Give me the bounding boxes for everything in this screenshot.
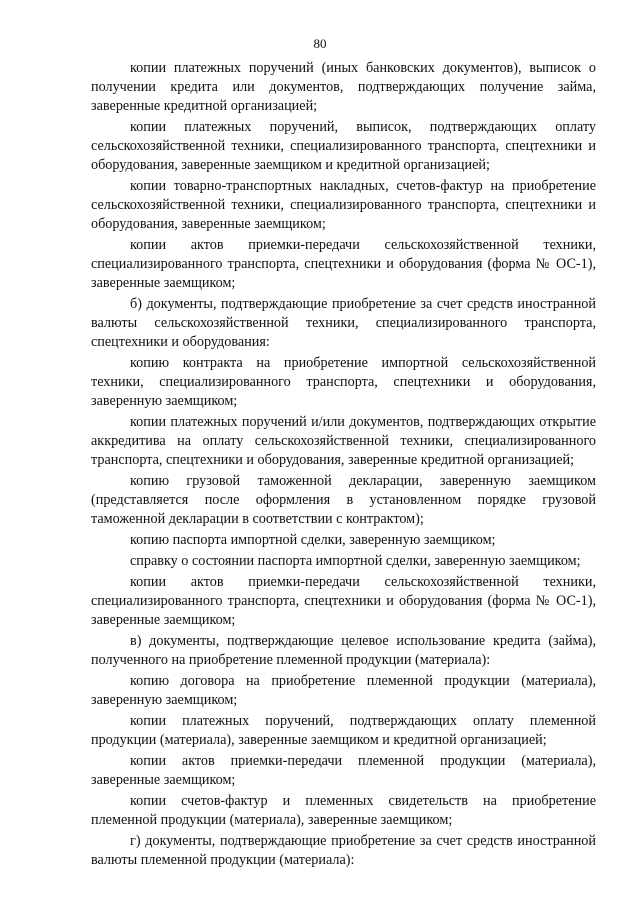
- paragraph: копии платежных поручений, подтверждающих оплату племенной продукции (материала), заверенные заемщиком и кредитной организацией;: [91, 713, 596, 748]
- document-body: [91, 59, 596, 872]
- paragraph: б) документы, подтверждающие приобретение за счет средств иностранной валюты сельскохозяйственной техники, специализированного транспорта, спецтехники и оборудования:: [91, 296, 596, 350]
- paragraph: г) документы, подтверждающие приобретение за счет средств иностранной валюты племенной продукции (материала):: [91, 833, 596, 868]
- paragraph: копию договора на приобретение племенной продукции (материала), заверенную заемщиком;: [91, 673, 596, 708]
- paragraph: копии актов приемки-передачи сельскохозяйственной техники, специализированного транспорта, спецтехники и оборудования (форма № ОС-1), заверенные заемщиком;: [91, 574, 596, 628]
- paragraph: копии товарно-транспортных накладных, счетов-фактур на приобретение сельскохозяйственной техники, специализированного транспорта, спецтехники и оборудования, заверенные заемщиком;: [91, 178, 596, 232]
- paragraph: копию паспорта импортной сделки, заверенную заемщиком;: [130, 532, 496, 548]
- paragraph: в) документы, подтверждающие целевое использование кредита (займа), полученного на приобретение племенной продукции (материала):: [91, 633, 596, 668]
- paragraph: копии платежных поручений и/или документов, подтверждающих открытие аккредитива на оплату сельскохозяйственной техники, специализированного транспорта, спецтехники и оборудования, заверенные кредитной организацией;: [91, 414, 596, 468]
- paragraph: справку о состоянии паспорта импортной сделки, заверенную заемщиком;: [130, 553, 581, 569]
- paragraph: копию контракта на приобретение импортной сельскохозяйственной техники, специализированного транспорта, спецтехники и оборудования, заверенную заемщиком;: [91, 355, 596, 409]
- paragraph: копии платежных поручений, выписок, подтверждающих оплату сельскохозяйственной техники, специализированного транспорта, спецтехники и оборудования, заверенные заемщиком и кредитной организацией;: [91, 119, 596, 173]
- paragraph: копии платежных поручений (иных банковских документов), выписок о получении кредита или документов, подтверждающих получение займа, заверенные кредитной организацией;: [91, 60, 596, 114]
- paragraph: копию грузовой таможенной декларации, заверенную заемщиком (представляется после оформления в установленном порядке грузовой таможенной декларации в соответствии с контрактом);: [91, 473, 596, 527]
- paragraph: копии актов приемки-передачи сельскохозяйственной техники, специализированного транспорта, спецтехники и оборудования (форма № ОС-1), заверенные заемщиком;: [91, 237, 596, 291]
- paragraph: копии счетов-фактур и племенных свидетельств на приобретение племенной продукции (материала), заверенные заемщиком;: [91, 793, 596, 828]
- page-number: 80: [313, 36, 327, 51]
- paragraph: копии актов приемки-передачи племенной продукции (материала), заверенные заемщиком;: [91, 753, 596, 788]
